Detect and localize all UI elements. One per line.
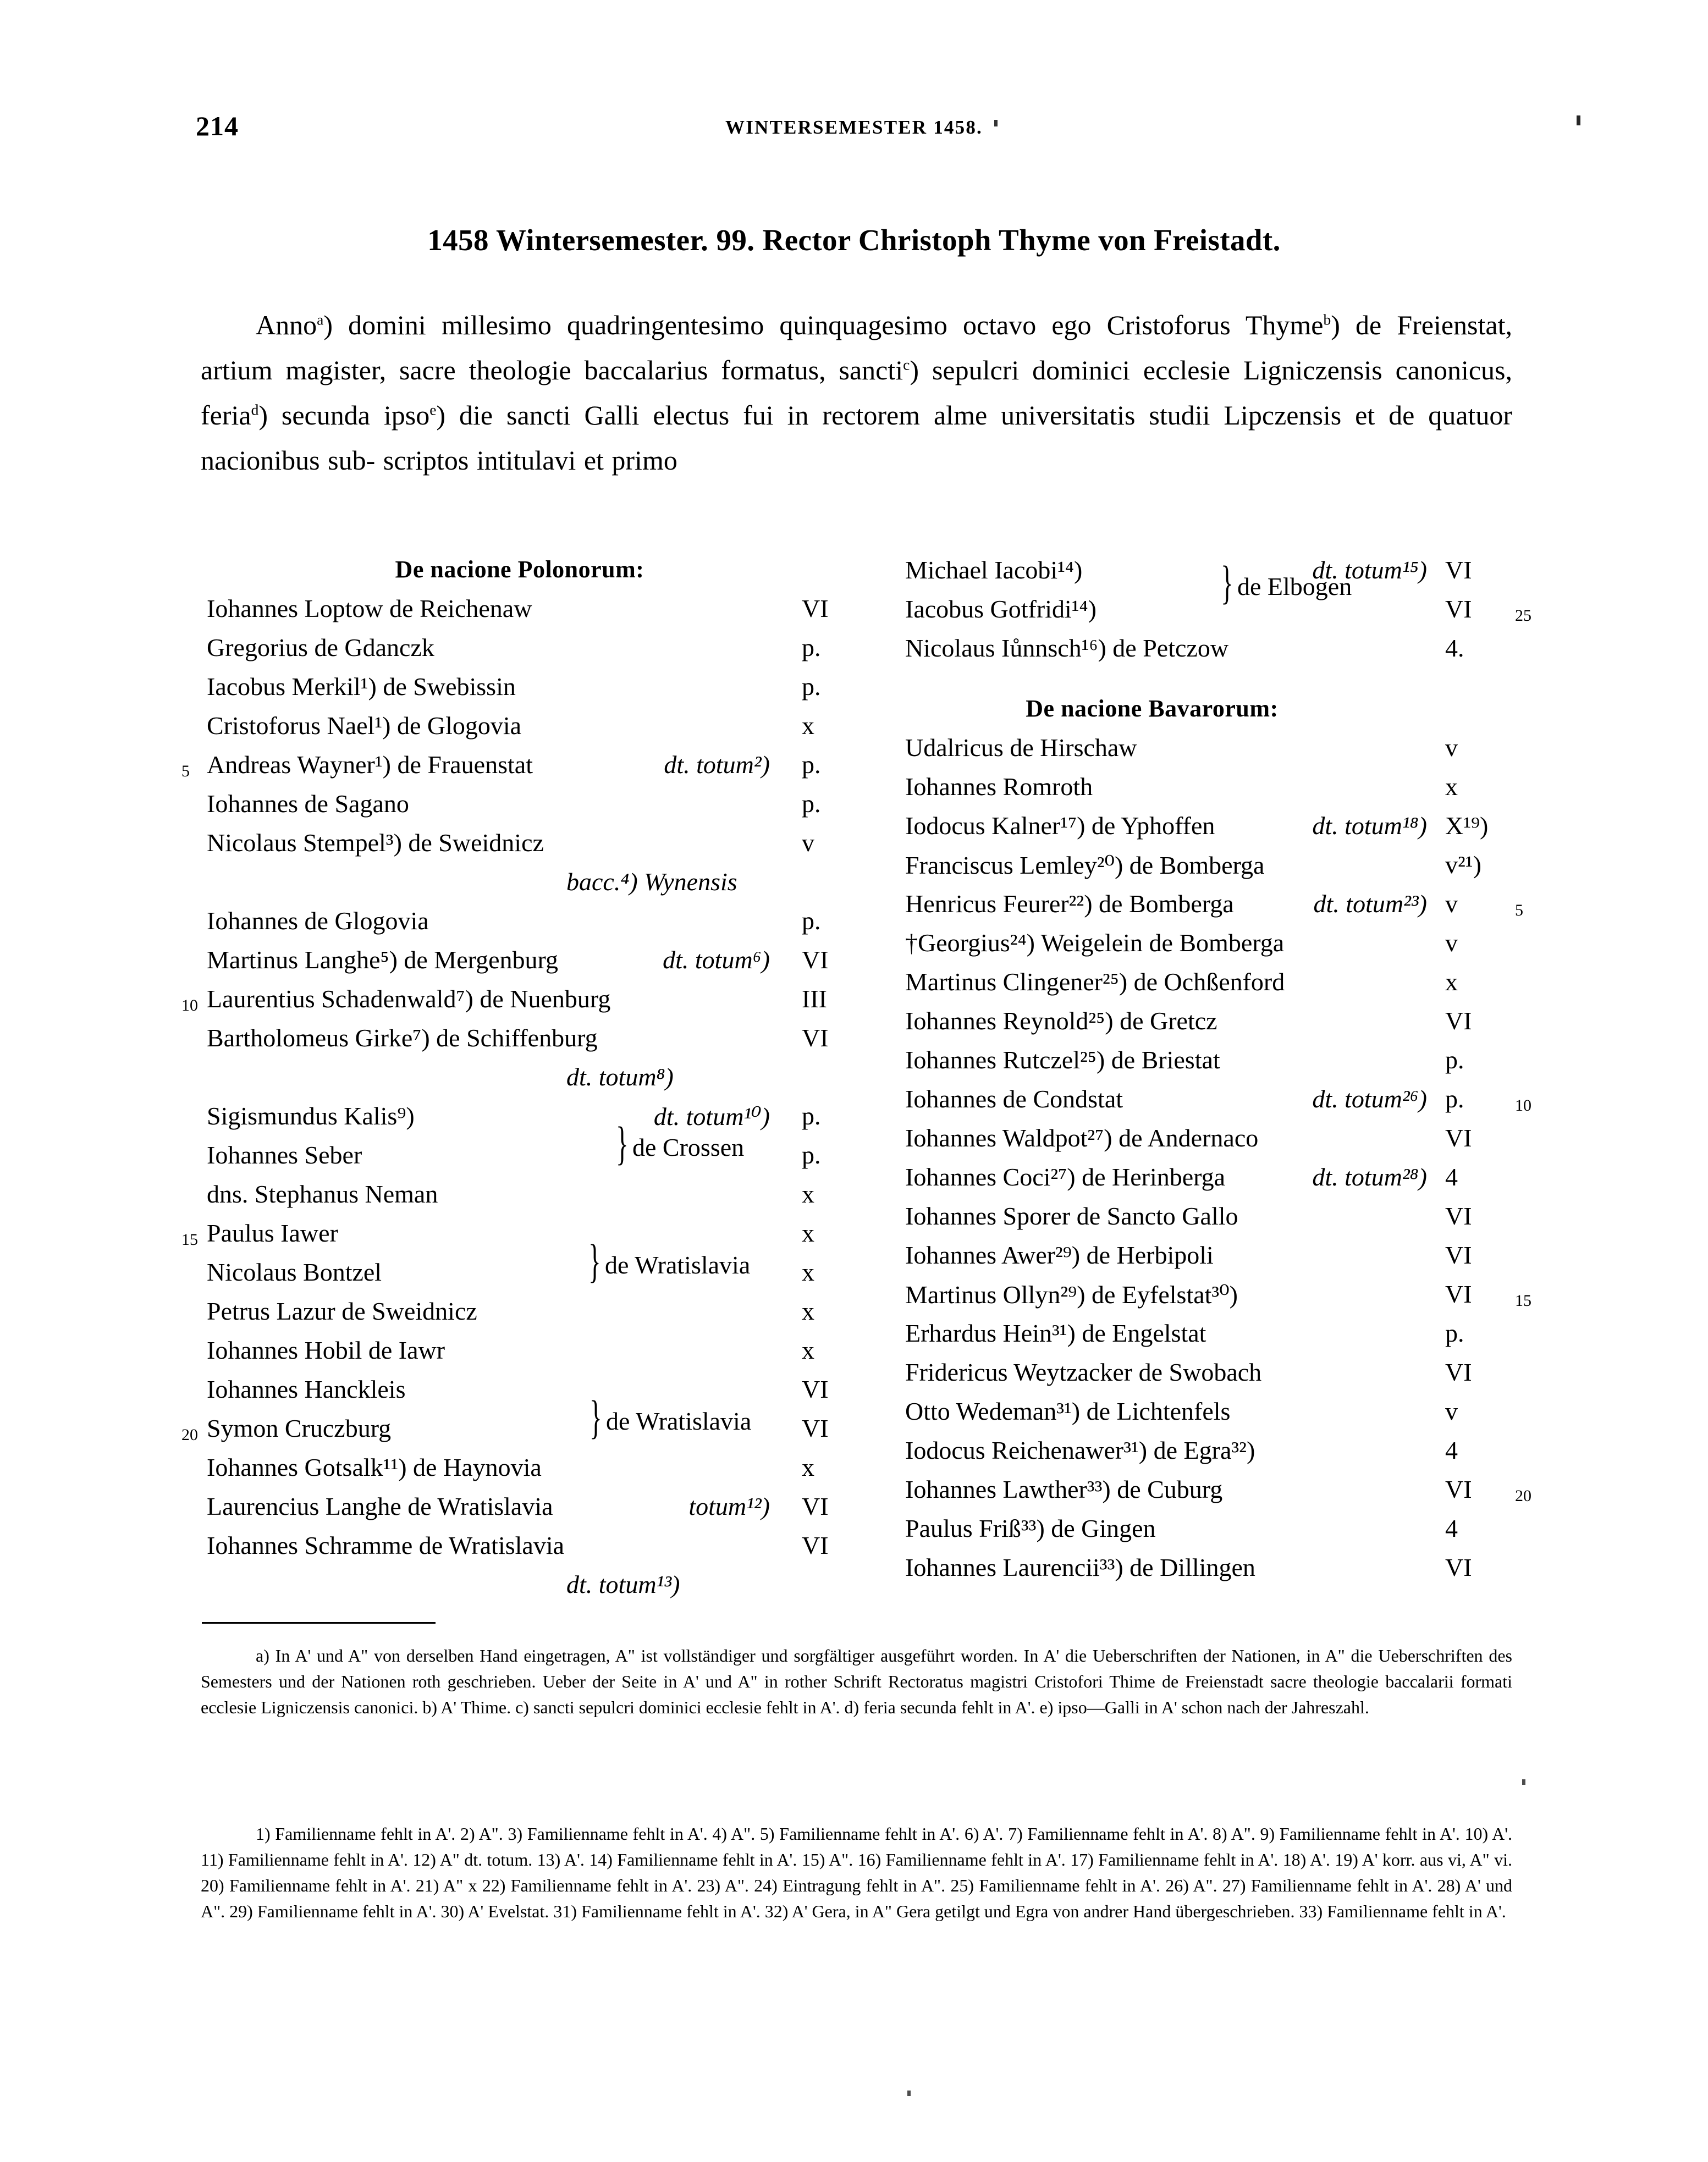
brace-label-wratislavia-2: de Wratislavia xyxy=(606,1407,752,1435)
corner-speck xyxy=(1577,115,1580,125)
brace-label-wratislavia-1: de Wratislavia xyxy=(605,1251,751,1279)
entry-note: bacc.⁴) Wynensis xyxy=(566,868,737,896)
entry-value: VI xyxy=(1445,1358,1472,1386)
entry-value: v²¹) xyxy=(1445,851,1481,879)
entry-name: Iohannes Schramme de Wratislavia xyxy=(207,1531,565,1559)
intro-anno-word: Anno xyxy=(256,310,317,340)
entry-name: dns. Stephanus Neman xyxy=(207,1180,438,1208)
footnote-marker-a: a xyxy=(317,311,324,328)
entry-value: x xyxy=(1445,968,1458,996)
entry-name: Iohannes Coci²⁷) de Herinberga xyxy=(905,1163,1226,1191)
entry-value: 4 xyxy=(1445,1436,1458,1464)
entry-name: Bartholomeus Girke⁷) de Schiffenburg xyxy=(207,1024,598,1052)
entry-row xyxy=(880,1397,1556,1436)
entry-value: VI xyxy=(802,1024,829,1052)
entry-name: Michael Iacobi¹⁴) xyxy=(905,556,1083,584)
entry-name: Cristoforus Nael¹) de Glogovia xyxy=(207,712,522,740)
entry-row xyxy=(880,1240,1556,1279)
page-title: 1458 Wintersemester. 99. Rector Christoph Thyme von Freistadt. xyxy=(427,223,1281,257)
entry-row xyxy=(181,1336,830,1375)
spacer xyxy=(880,672,1556,694)
entry-note: dt. totum¹⁵) xyxy=(1312,556,1427,584)
line-number: 20 xyxy=(181,1426,198,1444)
nation-heading-polonorum: De nacione Polonorum: xyxy=(395,556,644,583)
entry-value: x xyxy=(802,1258,814,1286)
top-speck xyxy=(994,120,998,126)
running-head-title: WINTERSEMESTER 1458. xyxy=(725,117,983,138)
continuation-line xyxy=(181,867,830,906)
entry-name: Martinus Ollyn²⁹) de Eyfelstat³⁰) xyxy=(905,1281,1238,1309)
entry-name: Iohannes Lawther³³) de Cuburg xyxy=(905,1475,1223,1503)
entry-value: p. xyxy=(802,1141,821,1169)
column-polonorum xyxy=(181,555,830,1609)
entry-note: dt. totum²⁸) xyxy=(1312,1163,1427,1191)
intro-thyme-word: Thyme xyxy=(1245,310,1324,340)
entry-row xyxy=(880,733,1556,772)
continuation-line xyxy=(181,1570,830,1609)
entry-value: VI xyxy=(1445,1202,1472,1230)
entry-note: dt. totum¹⁰) xyxy=(653,1102,770,1130)
entry-row xyxy=(880,811,1556,850)
entry-value: x xyxy=(802,1180,814,1208)
entry-row xyxy=(181,1023,830,1062)
entry-value: v xyxy=(1445,929,1458,957)
entry-name: Sigismundus Kalis⁹) xyxy=(207,1102,415,1130)
folio-number: 214 xyxy=(196,111,239,141)
brace-label-elbogen: de Elbogen xyxy=(1237,572,1352,600)
entry-row xyxy=(880,850,1556,889)
entry-name: Iohannes Hobil de Iawr xyxy=(207,1336,445,1364)
intro-text xyxy=(201,310,1512,476)
entry-name: Iohannes de Sagano xyxy=(207,790,409,818)
entry-value: VI xyxy=(802,1414,829,1442)
intro-line1-rest: ) domini millesimo quadringentesimo quinquagesimo octavo ego Cristoforus xyxy=(323,310,1231,340)
entry-value: x xyxy=(802,1219,814,1247)
line-number: 15 xyxy=(181,1231,198,1249)
entry-name: Paulus Friß³³) de Gingen xyxy=(905,1514,1156,1542)
entry-note: totum¹²) xyxy=(688,1492,770,1520)
intro-line3-start: sepulcri dominici ecclesie Ligniczensis canonicus, feria xyxy=(201,355,1512,431)
entry-value: VI xyxy=(1445,1553,1472,1581)
entry-name: Iodocus Reichenawer³¹) de Egra³²) xyxy=(905,1436,1255,1464)
entry-name: Iacobus Merkil¹) de Swebissin xyxy=(207,672,516,701)
entry-name: Petrus Lazur de Sweidnicz xyxy=(207,1297,477,1325)
entry-row xyxy=(181,906,830,945)
entry-row xyxy=(880,1436,1556,1475)
entry-name: Iohannes de Condstat xyxy=(905,1085,1123,1113)
continuation-line xyxy=(181,1062,830,1101)
entry-name: Fridericus Weytzacker de Swobach xyxy=(905,1358,1262,1386)
entry-name: Iohannes Seber xyxy=(207,1141,362,1169)
entry-value: v xyxy=(1445,733,1458,762)
line-number: 5 xyxy=(181,762,190,780)
entry-value: VI xyxy=(1445,1475,1472,1503)
entry-list-polonorum xyxy=(181,594,830,1609)
entry-value: x xyxy=(802,712,814,740)
entry-value: p. xyxy=(1445,1319,1464,1347)
intro-paragraph xyxy=(201,302,1512,483)
line-number: 20 xyxy=(1515,1487,1531,1505)
entry-name: Iacobus Gotfridi¹⁴) xyxy=(905,595,1097,623)
entry-value: p. xyxy=(1445,1046,1464,1074)
entry-value: VI xyxy=(802,1531,829,1559)
column-bavarorum xyxy=(880,555,1556,1592)
entry-note: dt. totum²) xyxy=(664,751,770,779)
entry-row xyxy=(880,1553,1556,1592)
entry-note: dt. totum¹³) xyxy=(566,1570,680,1598)
entry-name: Martinus Langhe⁵) de Mergenburg xyxy=(207,946,559,974)
entry-row xyxy=(880,1201,1556,1240)
entry-value: p. xyxy=(802,751,821,779)
entry-value: x xyxy=(1445,773,1458,801)
entry-name: Nicolaus Stempel³) de Sweidnicz xyxy=(207,829,544,857)
page-speck xyxy=(907,2091,911,2096)
entry-value: VI xyxy=(1445,1124,1472,1152)
entry-row xyxy=(181,633,830,672)
entry-value: VI xyxy=(802,1375,829,1403)
entry-row xyxy=(181,711,830,750)
entry-name: Paulus Iawer xyxy=(207,1219,338,1247)
entry-note: dt. totum⁶) xyxy=(663,946,770,974)
nation-heading-bavarorum: De nacione Bavarorum: xyxy=(1026,695,1279,722)
entry-name: Otto Wedeman³¹) de Lichtenfels xyxy=(905,1397,1231,1425)
entry-value: p. xyxy=(802,672,821,701)
entry-name: Iohannes Hanckleis xyxy=(207,1375,406,1403)
entry-value: v xyxy=(1445,890,1458,918)
entry-name: Iohannes Awer²⁹) de Herbipoli xyxy=(905,1241,1214,1269)
entry-row xyxy=(181,984,830,1023)
entry-name: Henricus Feurer²²) de Bomberga xyxy=(905,890,1234,918)
entry-name: Nicolaus Bontzel xyxy=(207,1258,382,1286)
entry-value: VI xyxy=(802,594,829,622)
entry-name: Gregorius de Gdanczk xyxy=(207,633,434,661)
entry-name: Symon Cruczburg xyxy=(207,1414,392,1442)
entry-name: Iohannes de Glogovia xyxy=(207,907,429,935)
entry-row xyxy=(181,945,830,984)
entry-value: p. xyxy=(802,907,821,935)
entry-row xyxy=(880,555,1556,594)
entry-value: VI xyxy=(1445,595,1472,623)
entry-name: Iohannes Loptow de Reichenaw xyxy=(207,594,532,622)
entry-name: Andreas Wayner¹) de Frauenstat xyxy=(207,751,533,779)
entry-row xyxy=(181,594,830,633)
footnotes-numbered: 1) Familienname fehlt in A'. 2) A". 3) Familienname fehlt in A'. 4) A". 5) Familienname fehlt in A'. 6) A'. 7) Familienname fehlt in A'. 8) A". 9) Familienname fehlt in A'. 10) A'. 11) Familienname fehlt in A'. 12) A" dt. totum. 13) A'. 14) Familienname fehlt in A'. 15) A". 16) Familienname fehlt in A'. 17) Familienname fehlt in A'. 18) A'. 19) A' korr. aus vi, A" vi. 20) Familienname fehlt in A'. 21) A" x 22) Familienname fehlt in A'. 23) A". 24) Eintragung fehlt in A". 25) Familienname fehlt in A'. 26) A". 27) Familienname fehlt in A'. 28) A' und A". 29) Familienname fehlt in A'. 30) A' Evelstat. 31) Familienname fehlt in A'. 32) A' Gera, in A" Gera getilgt und Egra von andrer Hand übergeschrieben. 33) Familienname fehlt in A'. xyxy=(201,1824,1512,1921)
entry-value: p. xyxy=(802,633,821,661)
entry-row xyxy=(880,1279,1556,1319)
footnote-marker-d: d xyxy=(251,401,259,418)
entry-note: dt. totum²⁶) xyxy=(1312,1085,1427,1113)
entry-name: Erhardus Hein³¹) de Engelstat xyxy=(905,1319,1206,1347)
entry-name: Iohannes Gotsalk¹¹) de Haynovia xyxy=(207,1453,542,1481)
footnote-marker-e: e xyxy=(429,401,437,418)
brace-crossen-icon: } xyxy=(616,1117,629,1170)
entry-list-bavarorum xyxy=(880,555,1556,1592)
running-head xyxy=(0,110,1708,143)
entry-row xyxy=(181,750,830,789)
entry-row xyxy=(880,1358,1556,1397)
entry-name: Franciscus Lemley²⁰) de Bomberga xyxy=(905,851,1265,879)
footnote-marker-b: b xyxy=(1323,311,1331,328)
entry-row xyxy=(181,789,830,828)
entry-value: v xyxy=(1445,1397,1458,1425)
entry-note: dt. totum¹⁸) xyxy=(1312,812,1427,840)
entry-row xyxy=(880,1084,1556,1123)
brace-elbogen-icon: } xyxy=(1221,556,1233,609)
entry-value: VI xyxy=(1445,556,1472,584)
entry-name: Laurencius Langhe de Wratislavia xyxy=(207,1492,553,1520)
brace-wratislavia-2-icon: } xyxy=(589,1391,602,1443)
entry-row xyxy=(181,828,830,867)
line-number: 10 xyxy=(181,996,198,1014)
intro-line3-mid: ) secunda ipso xyxy=(258,400,430,431)
entry-value: p. xyxy=(802,790,821,818)
footnote-marker-c: c xyxy=(903,356,910,373)
entry-row xyxy=(181,1453,830,1492)
entry-row xyxy=(880,594,1556,633)
entry-value: p. xyxy=(1445,1085,1464,1113)
intro-line5: scriptos intitulavi et primo xyxy=(383,445,677,476)
entry-value: III xyxy=(802,985,827,1013)
entry-value: VI xyxy=(1445,1007,1472,1035)
entry-name: Iohannes Romroth xyxy=(905,773,1093,801)
entry-value: x xyxy=(802,1297,814,1325)
entry-value: VI xyxy=(802,1492,829,1520)
page-speck-2 xyxy=(1522,1779,1525,1785)
entry-value: x xyxy=(802,1453,814,1481)
entry-value: 4. xyxy=(1445,634,1464,662)
entry-name: Nicolaus Iůnnsch¹⁶) de Petczow xyxy=(905,634,1229,662)
entry-value: VI xyxy=(1445,1241,1472,1269)
brace-wratislavia-1-icon: } xyxy=(588,1234,601,1287)
entry-row xyxy=(880,1045,1556,1084)
entry-row xyxy=(880,967,1556,1006)
entry-row xyxy=(181,672,830,711)
entry-row xyxy=(880,1319,1556,1358)
entry-value: v xyxy=(802,829,814,857)
line-number: 25 xyxy=(1515,606,1531,625)
entry-row xyxy=(880,633,1556,672)
entry-row xyxy=(880,928,1556,967)
entry-note: dt. totum⁸) xyxy=(566,1063,674,1091)
entry-name: Iohannes Laurencii³³) de Dillingen xyxy=(905,1553,1255,1581)
entry-row xyxy=(880,889,1556,928)
footnote-rule xyxy=(202,1622,436,1624)
footnotes-lettered: a) In A' und A" von derselben Hand eingetragen, A" ist vollständiger und sorgfältiger ausgeführt worden. In A' die Ueberschriften der Nationen, in A" die Ueberschriften des Semesters und der Nationen roth geschrieben. Ueber der Seite in A' und A" in rother Schrift Rectoratus magistri Cristofori Thime de Freienstadt sacre theologie baccalarii formati ecclesie Ligniczensis canonici. b) A' Thime. c) sancti sepulcri dominici ecclesie fehlt in A'. d) feria secunda fehlt in A'. e) ipso—Galli in A' schon nach der Jahreszahl. xyxy=(201,1646,1512,1717)
line-number: 10 xyxy=(1515,1096,1531,1115)
entry-row xyxy=(181,1179,830,1218)
entry-row xyxy=(880,1162,1556,1201)
entry-name: †Georgius²⁴) Weigelein de Bomberga xyxy=(905,929,1285,957)
entry-value: VI xyxy=(802,946,829,974)
entry-name: Udalricus de Hirschaw xyxy=(905,733,1137,762)
entry-note: dt. totum²³) xyxy=(1313,890,1427,918)
entry-name: Iohannes Sporer de Sancto Gallo xyxy=(905,1202,1238,1230)
entry-value: p. xyxy=(802,1102,821,1130)
entry-name: Iohannes Waldpot²⁷) de Andernaco xyxy=(905,1124,1259,1152)
entry-value: X¹⁹) xyxy=(1445,812,1489,840)
entry-name: Laurentius Schadenwald⁷) de Nuenburg xyxy=(207,985,611,1013)
entry-row xyxy=(181,1297,830,1336)
entry-name: Iodocus Kalner¹⁷) de Yphoffen xyxy=(905,812,1215,840)
entry-value: 4 xyxy=(1445,1514,1458,1542)
entry-row xyxy=(181,1492,830,1531)
entry-name: Martinus Clingener²⁵) de Ochßenford xyxy=(905,968,1285,996)
entry-row xyxy=(181,1531,830,1570)
intro-line4: electus fui in rectorem alme universitatis studii Lipczensis et de quatuor nacionibus sub- xyxy=(201,400,1513,476)
intro-line3-end: ) die sancti Galli xyxy=(436,400,640,431)
entry-row xyxy=(880,1475,1556,1514)
line-number: 15 xyxy=(1515,1292,1531,1310)
entry-name: Iohannes Rutczel²⁵) de Briestat xyxy=(905,1046,1220,1074)
intro-line2-paren: ) xyxy=(910,355,919,385)
entry-value: x xyxy=(802,1336,814,1364)
entry-row xyxy=(880,1514,1556,1553)
entry-name: Iohannes Reynold²⁵) de Gretcz xyxy=(905,1007,1217,1035)
entry-row xyxy=(880,1123,1556,1162)
entry-row xyxy=(880,1006,1556,1045)
entry-value: VI xyxy=(1445,1280,1472,1308)
entry-value: 4 xyxy=(1445,1163,1458,1191)
intro-line2-rest: ) de Freienstat, artium magister, sacre theologie baccalarius formatus, sancti xyxy=(201,310,1512,385)
entry-row xyxy=(880,772,1556,811)
line-number: 5 xyxy=(1515,901,1523,919)
brace-label-crossen: de Crossen xyxy=(632,1133,745,1161)
